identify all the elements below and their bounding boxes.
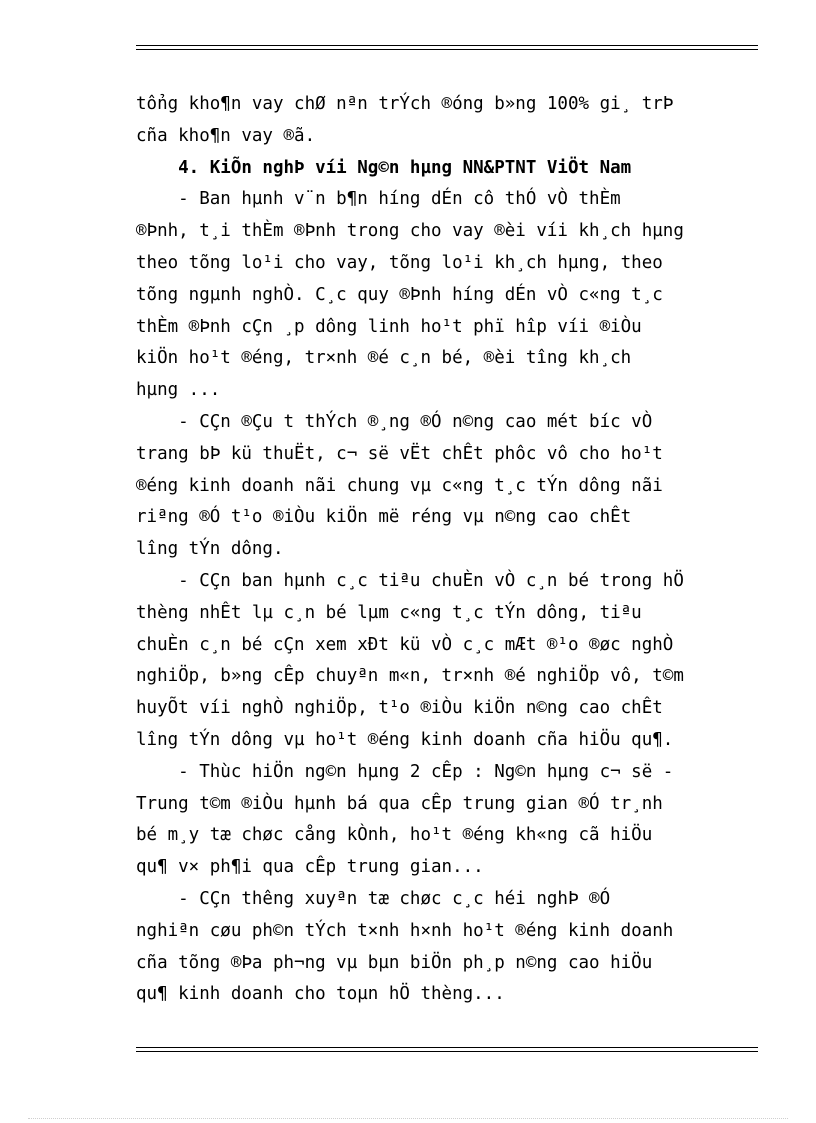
text-line: tổng kho¶n vay chØ nªn trÝch ®óng b»ng 100% gi¸ trÞ (136, 94, 674, 114)
text-line: nghiÖp, b»ng cÊp chuyªn m«n, tr×nh ®é nghiÖp vô, t©m (136, 666, 684, 687)
text-line: nghiªn cøu ph©n tÝch t×nh h×nh ho¹t ®éng kinh doanh (136, 920, 674, 941)
text-line: thèng nhÊt lµ c¸n bé lµm c«ng t¸c tÝn dông, tiªu (136, 602, 642, 623)
text-line: Trung t©m ®iÒu hµnh bá qua cÊp trung gian ®Ó tr¸nh (136, 793, 663, 814)
text-line: - CÇn ban hµnh c¸c tiªu chuÈn vÒ c¸n bé trong hÖ (136, 570, 684, 591)
document-body (136, 89, 740, 1011)
text-line: ®éng kinh doanh nãi chung vµ c«ng t¸c tÝn dông nãi (136, 475, 663, 496)
text-line: cña tõng ®Þa ph¬ng vµ bµn biÖn ph¸p n©ng cao hiÖu (136, 952, 653, 973)
text-line: - Ban hµnh v¨n b¶n híng dÉn cô thÓ vÒ thÈm (136, 189, 621, 210)
page-edge-divider (28, 1118, 788, 1119)
footer-rule (136, 1047, 758, 1052)
text-line: cña kho¶n vay ®ã. (136, 125, 316, 146)
text-line: - Thùc hiÖn ng©n hµng 2 cÊp : Ng©n hµng c¬ së - (136, 761, 674, 782)
text-line: tõng ngµnh nghÒ. C¸c quy ®Þnh híng dÉn vÒ c«ng t¸c (136, 284, 663, 305)
text-line: ®Þnh, t¸i thÈm ®Þnh trong cho vay ®èi víi kh¸ch hµng (136, 221, 684, 242)
text-line: huyÕt víi nghÒ nghiÖp, t¹o ®iÒu kiÖn n©ng cao chÊt (136, 698, 663, 719)
text-line: theo tõng lo¹i cho vay, tõng lo¹i kh¸ch hµng, theo (136, 252, 663, 273)
section-heading: 4. KiÕn nghÞ víi Ng©n hµng NN&PTNT ViÖt Nam (136, 157, 632, 178)
text-line: hµng ... (136, 380, 221, 401)
text-line: qu¶ kinh doanh cho toµn hÖ thèng... (136, 984, 505, 1005)
text-line: lîng tÝn dông vµ ho¹t ®éng kinh doanh cña hiÖu qu¶. (136, 729, 674, 750)
text-line: lîng tÝn dông. (136, 539, 284, 560)
text-line: kiÖn ho¹t ®éng, tr×nh ®é c¸n bé, ®èi tîng kh¸ch (136, 348, 632, 369)
text-line: riªng ®Ó t¹o ®iÒu kiÖn më réng vµ n©ng cao chÊt (136, 507, 632, 528)
text-line: bé m¸y tæ chøc cång kÒnh, ho¹t ®éng kh«ng cã hiÖu (136, 825, 653, 846)
text-line: thÈm ®Þnh cÇn ¸p dông linh ho¹t phï hîp víi ®iÒu (136, 316, 642, 337)
text-line: chuÈn c¸n bé cÇn xem xÐt kü vÒ c¸c mÆt ®¹o ®øc nghÒ (136, 634, 674, 655)
text-line: qu¶ v× ph¶i qua cÊp trung gian... (136, 857, 484, 878)
header-rule (136, 45, 758, 50)
text-line: trang bÞ kü thuËt, c¬ së vËt chÊt phôc vô cho ho¹t (136, 443, 663, 464)
text-line: - CÇn thêng xuyªn tæ chøc c¸c héi nghÞ ®Ó (136, 888, 611, 909)
text-line: - CÇn ®Çu t thÝch ®¸ng ®Ó n©ng cao mét bíc vÒ (136, 411, 653, 432)
